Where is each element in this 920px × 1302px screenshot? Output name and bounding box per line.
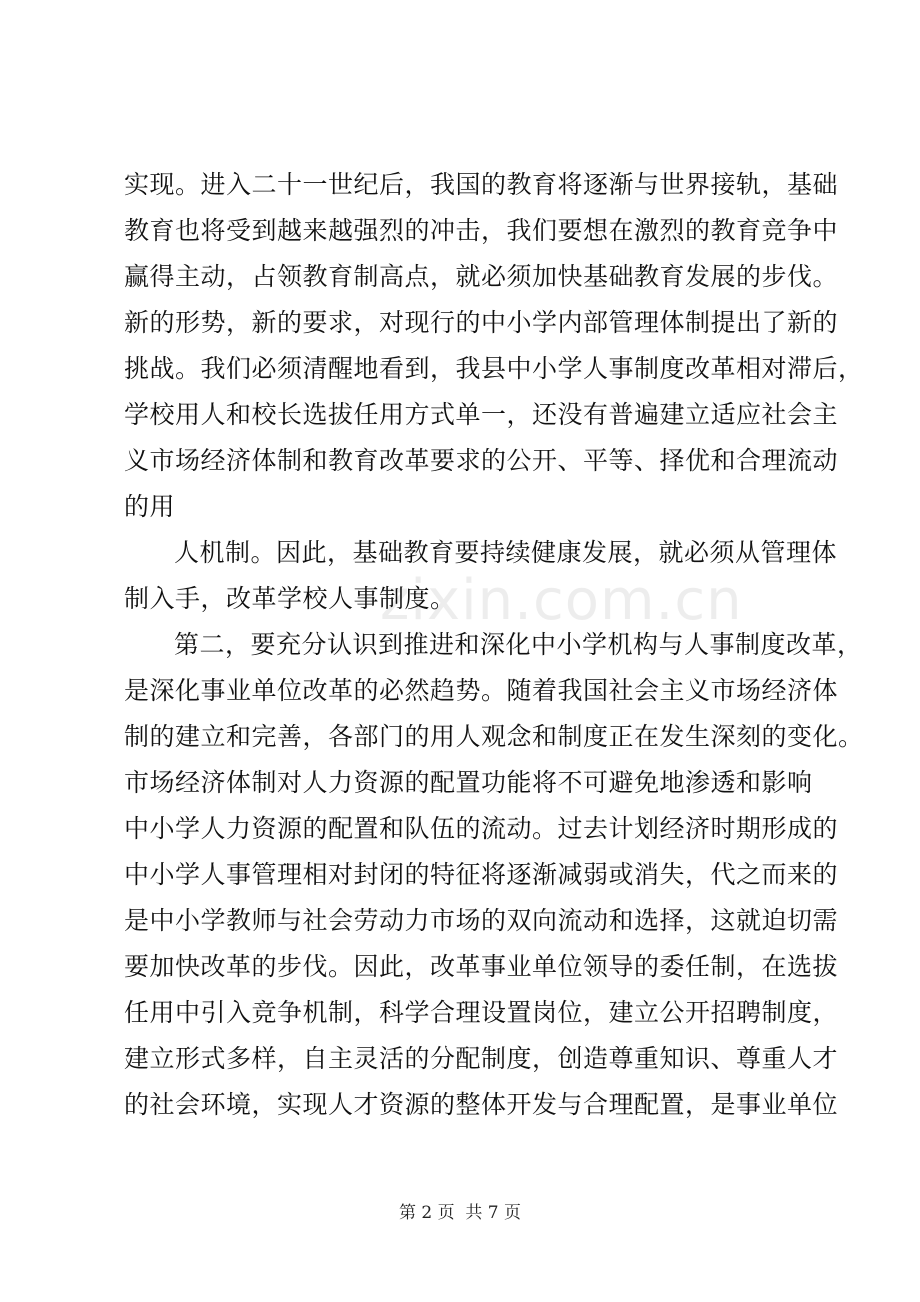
text-line: 制入手，改革学校人事制度。 <box>124 584 456 613</box>
text-line: 中小学人事管理相对封闭的特征将逐渐减弱或消失，代之而来的 <box>124 860 839 889</box>
watermark: zixin.com.cn <box>380 568 743 633</box>
text-line: 的用 <box>124 492 176 521</box>
text-line: 教育也将受到越来越强烈的冲击，我们要想在激烈的教育竞争中 <box>124 216 839 245</box>
text-line: 市场经济体制对人力资源的配置功能将不可避免地渗透和影响 <box>124 768 813 797</box>
text-line: 人机制。因此，基础教育要持续健康发展，就必须从管理体 <box>174 538 838 567</box>
text-line: 义市场经济体制和教育改革要求的公开、平等、择优和合理流动 <box>124 446 839 475</box>
text-line: 的社会环境，实现人才资源的整体开发与合理配置，是事业单位 <box>124 1090 839 1119</box>
page-footer: 第 2 页 共 7 页 <box>398 1203 522 1223</box>
text-line: 挑战。我们必须清醒地看到，我县中小学人事制度改革相对滞后， <box>124 354 864 383</box>
text-line: 要加快改革的步伐。因此，改革事业单位领导的委任制，在选拔 <box>124 952 839 981</box>
text-line: 是中小学教师与社会劳动力市场的双向流动和选择，这就迫切需 <box>124 906 839 935</box>
text-line: 是深化事业单位改革的必然趋势。随着我国社会主义市场经济体 <box>124 676 839 705</box>
text-line: 学校用人和校长选拔任用方式单一，还没有普遍建立适应社会主 <box>124 400 839 429</box>
text-line: 赢得主动，占领教育制高点，就必须加快基础教育发展的步伐。 <box>124 262 839 291</box>
text-line: 实现。进入二十一世纪后，我国的教育将逐渐与世界接轨，基础 <box>124 170 839 199</box>
text-line: 新的形势，新的要求，对现行的中小学内部管理体制提出了新的 <box>124 308 839 337</box>
text-line: 中小学人力资源的配置和队伍的流动。过去计划经济时期形成的 <box>124 814 839 843</box>
text-line: 制的建立和完善，各部门的用人观念和制度正在发生深刻的变化。 <box>124 722 864 751</box>
text-line: 建立形式多样，自主灵活的分配制度，创造尊重知识、尊重人才 <box>124 1044 839 1073</box>
text-line: 第二，要充分认识到推进和深化中小学机构与人事制度改革， <box>174 630 863 659</box>
text-line: 任用中引入竞争机制，科学合理设置岗位，建立公开招聘制度， <box>124 998 839 1027</box>
